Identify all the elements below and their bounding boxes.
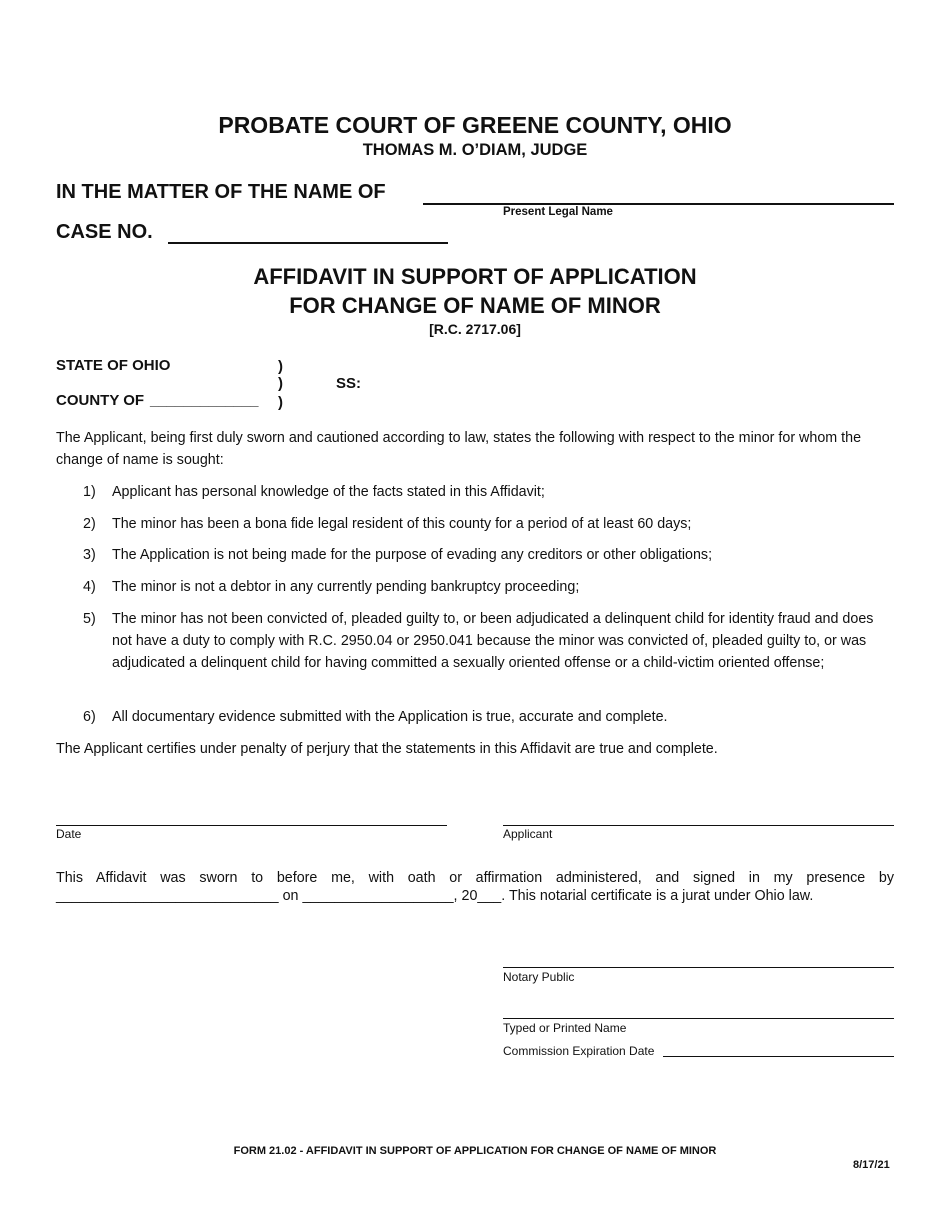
jurat-line-1: This Affidavit was sworn to before me, with oath or affirmation administered, and signed in my presence by bbox=[56, 870, 894, 886]
venue-paren-1: ) bbox=[278, 358, 283, 375]
item-text: All documentary evidence submitted with the Application is true, accurate and complete. bbox=[112, 709, 668, 725]
applicant-signature-line[interactable] bbox=[503, 825, 894, 826]
item-number: 4) bbox=[83, 579, 96, 595]
affidavit-title-line1: AFFIDAVIT IN SUPPORT OF APPLICATION bbox=[253, 264, 697, 289]
list-item bbox=[56, 513, 896, 535]
present-legal-name-field[interactable] bbox=[423, 203, 894, 205]
judge-name: THOMAS M. O’DIAM, JUDGE bbox=[362, 141, 588, 159]
form-footer: FORM 21.02 - AFFIDAVIT IN SUPPORT OF APPLICATION FOR CHANGE OF NAME OF MINOR bbox=[233, 1145, 717, 1157]
notary-signature-line[interactable] bbox=[503, 967, 894, 968]
jurat-line-2: ____________________________ on ___________________, 20___. This notarial certificate is a jurat under Ohio law. bbox=[56, 888, 814, 904]
item-text: The Application is not being made for the purpose of evading any creditors or other obligations; bbox=[112, 547, 713, 563]
affidavit-title-line2: FOR CHANGE OF NAME OF MINOR bbox=[289, 293, 661, 318]
date-signature-line[interactable] bbox=[56, 825, 447, 826]
item-number: 2) bbox=[83, 516, 96, 532]
intro-paragraph: The Applicant, being first duly sworn and cautioned according to law, states the following with respect to the minor for whom the change of name is sought: bbox=[56, 430, 862, 468]
matter-label: IN THE MATTER OF THE NAME OF bbox=[56, 181, 386, 203]
court-name: PROBATE COURT OF GREENE COUNTY, OHIO bbox=[218, 112, 732, 138]
list-item bbox=[56, 544, 896, 566]
case-no-label: CASE NO. bbox=[56, 221, 153, 243]
county-label: COUNTY OF bbox=[56, 392, 145, 409]
item-text: The minor is not a debtor in any currently pending bankruptcy proceeding; bbox=[112, 579, 580, 595]
list-item bbox=[56, 576, 896, 598]
item-number: 5) bbox=[83, 611, 96, 627]
list-item bbox=[56, 608, 896, 696]
venue-paren-3: ) bbox=[278, 394, 283, 411]
case-number-field[interactable] bbox=[168, 242, 448, 244]
state-label: STATE OF OHIO bbox=[56, 357, 171, 374]
date-label: Date bbox=[56, 827, 82, 841]
venue-paren-2: ) bbox=[278, 375, 283, 392]
item-text: The minor has been a bona fide legal resident of this county for a period of at least 60 days; bbox=[112, 516, 692, 532]
applicant-label: Applicant bbox=[503, 827, 553, 841]
present-legal-name-label: Present Legal Name bbox=[503, 206, 613, 218]
ss-label: SS: bbox=[336, 375, 362, 392]
typed-name-label: Typed or Printed Name bbox=[503, 1021, 627, 1035]
commission-expiration-label: Commission Expiration Date bbox=[503, 1044, 655, 1058]
notary-public-label: Notary Public bbox=[503, 970, 575, 984]
certification-statement: The Applicant certifies under penalty of perjury that the statements in this Affidavit are true and complete. bbox=[56, 741, 718, 757]
typed-name-line[interactable] bbox=[503, 1018, 894, 1019]
list-item bbox=[56, 706, 896, 728]
list-item bbox=[56, 481, 896, 503]
item-number: 6) bbox=[83, 709, 96, 725]
commission-expiration-line[interactable] bbox=[663, 1056, 894, 1057]
county-field[interactable]: _____________ bbox=[150, 392, 259, 409]
statute-reference: [R.C. 2717.06] bbox=[429, 321, 521, 337]
item-number: 1) bbox=[83, 484, 96, 500]
item-text: Applicant has personal knowledge of the facts stated in this Affidavit; bbox=[112, 484, 545, 500]
item-text: The minor has not been convicted of, pleaded guilty to, or been adjudicated a delinquent child for identity fraud and does not have a duty to comply with R.C. 2950.04 or 2950.041 because the minor was convicted of, pleaded guilty to, or was adjudicated a delinquent child for having committed a sexually oriented offense or a child-victim oriented offense; bbox=[112, 611, 874, 671]
revision-date: 8/17/21 bbox=[853, 1159, 890, 1171]
item-number: 3) bbox=[83, 547, 96, 563]
